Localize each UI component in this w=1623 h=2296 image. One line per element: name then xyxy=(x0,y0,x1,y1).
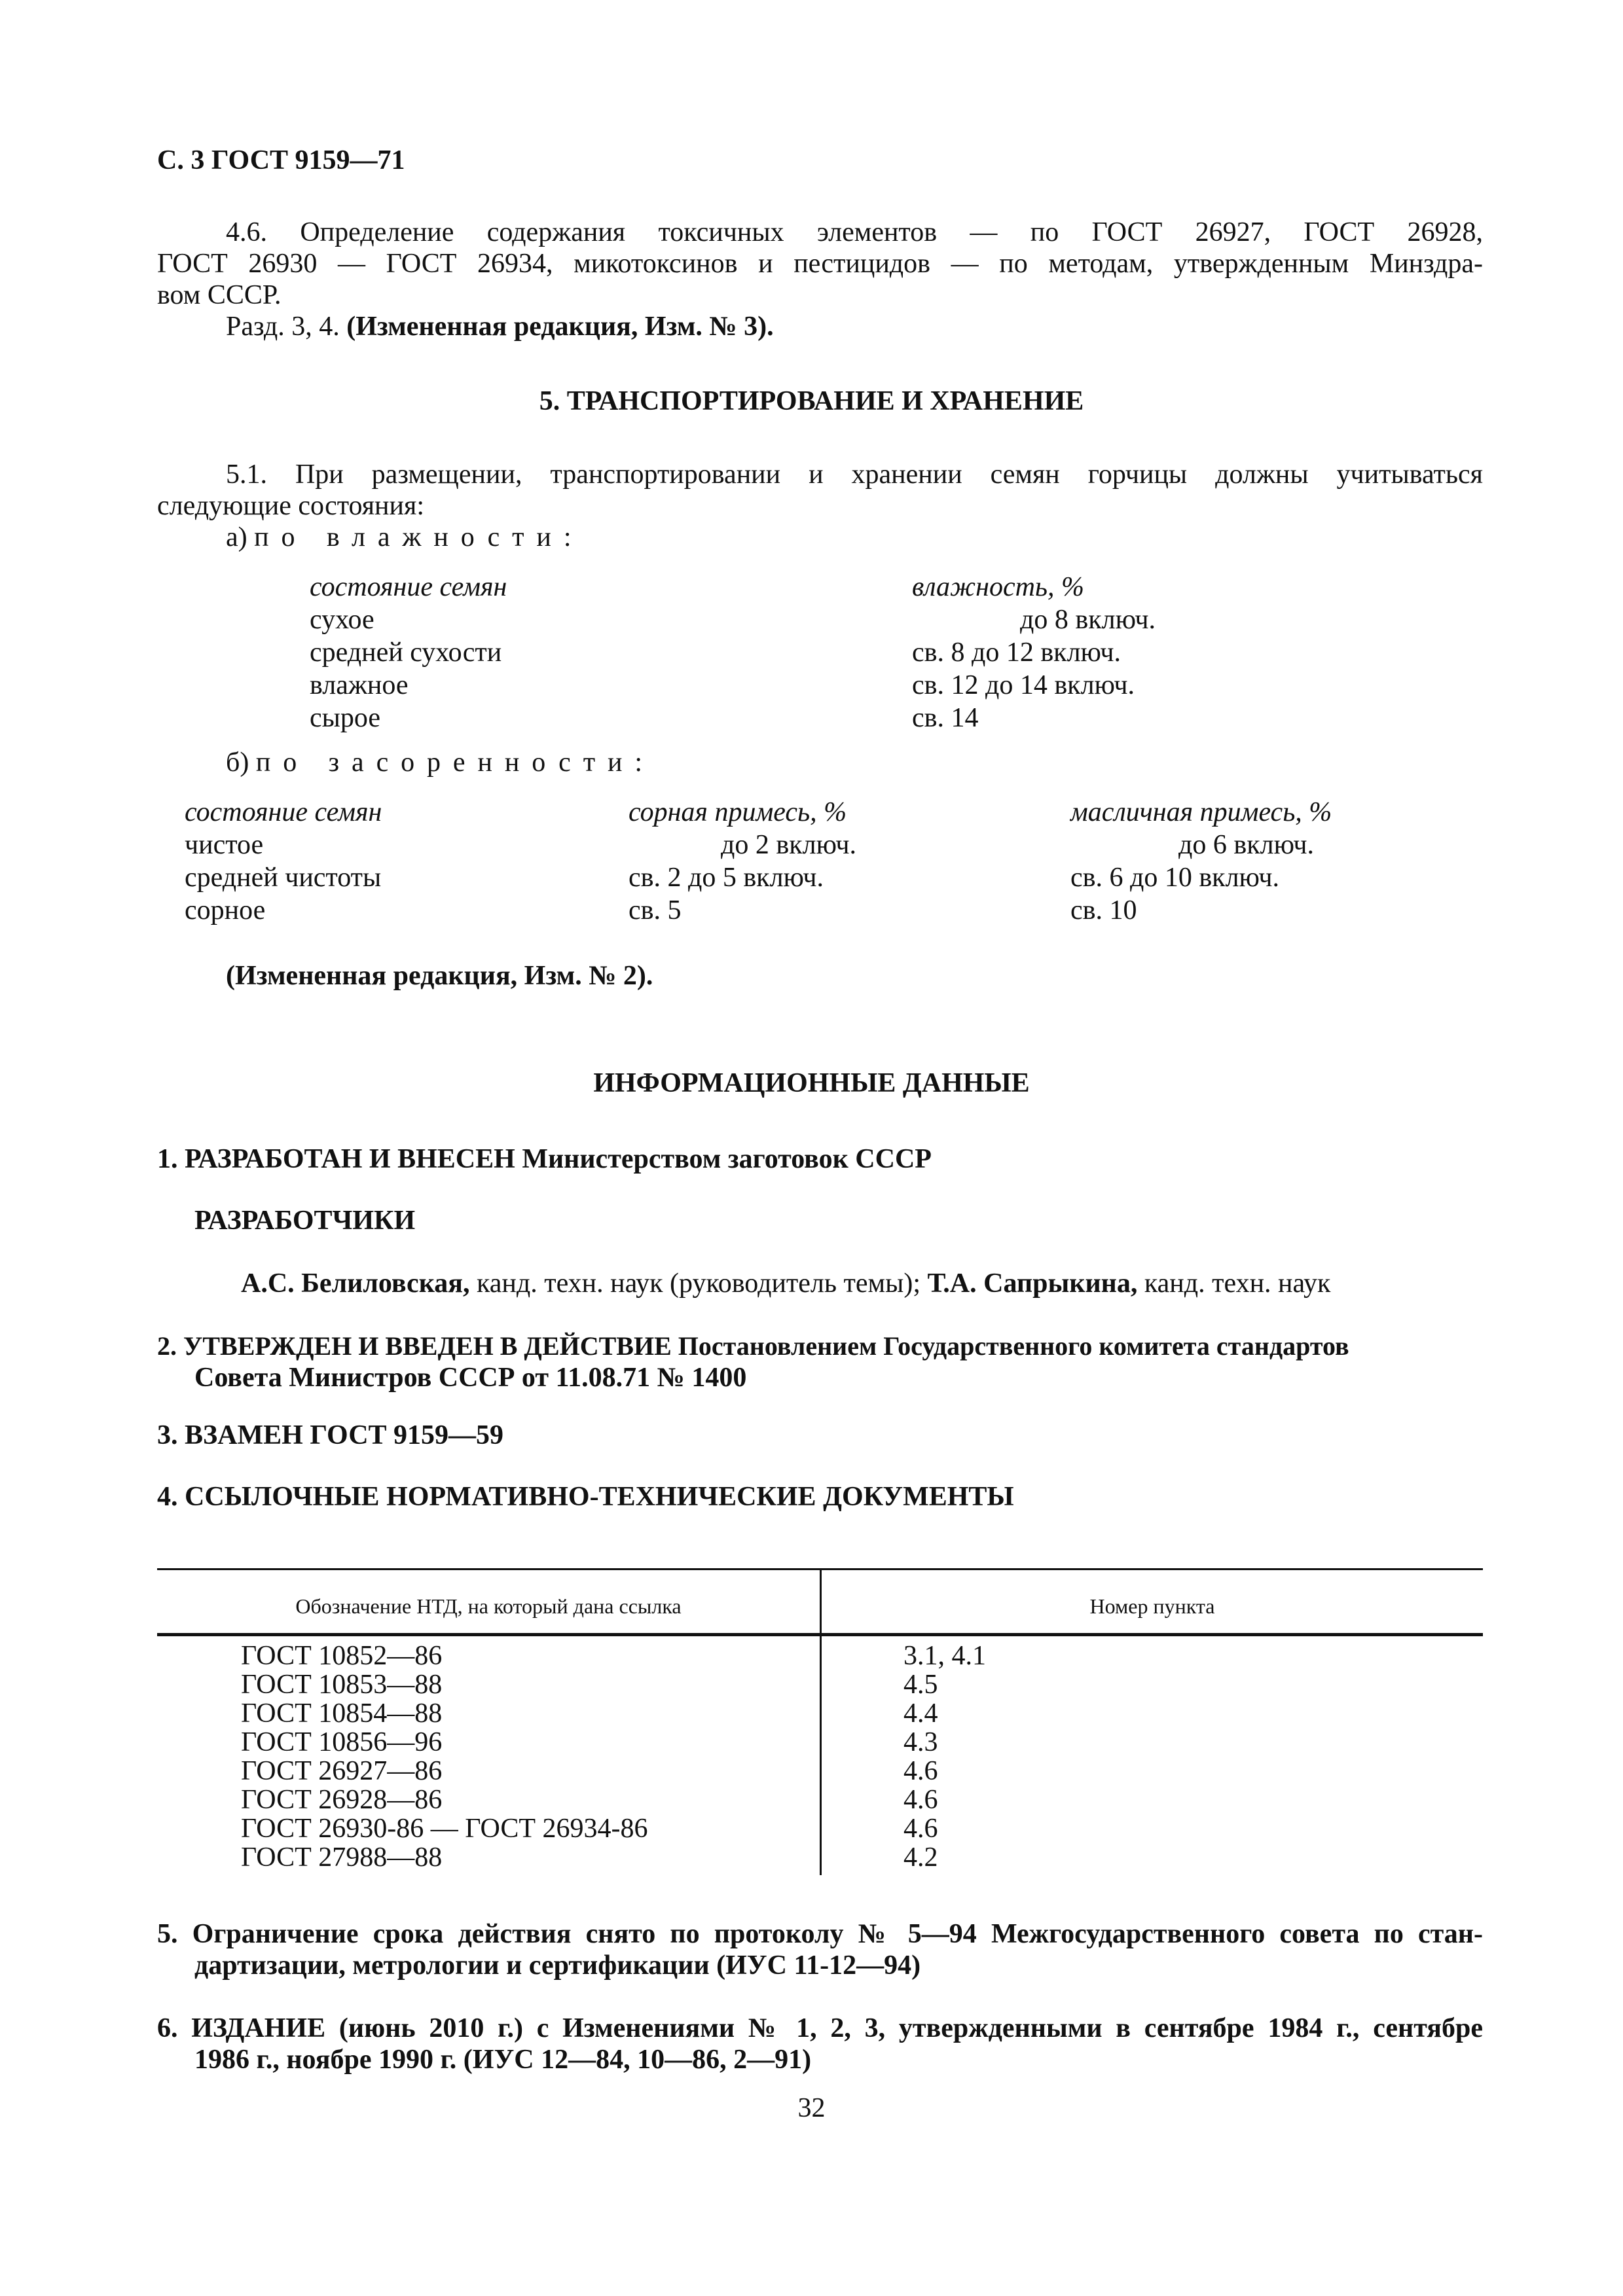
info-title: ИНФОРМАЦИОННЫЕ ДАННЫЕ xyxy=(593,1068,1030,1098)
b-spaced: по засоренности xyxy=(255,747,635,778)
weeds-row-oil: св. 10 xyxy=(1070,895,1137,925)
info-item2-line1: 2. УТВЕРЖДЕН И ВВЕДЕН В ДЕЙСТВИЕ Постановлением Государственного комитета стандартов xyxy=(157,1331,1349,1361)
p46-line1: 4.6. Определение содержания токсичных элементов — по ГОСТ 26927, ГОСТ 26928, xyxy=(226,217,1483,247)
dev2-name: Т.А. Сапрыкина, xyxy=(927,1268,1138,1299)
a-prefix: а) xyxy=(226,522,247,552)
weeds-col2-header: сорная примесь, % xyxy=(629,797,847,827)
moisture-row-state: сырое xyxy=(310,703,381,733)
dev1-rest: канд. техн. наук (руководитель темы); xyxy=(476,1268,921,1299)
moisture-col1-header: состояние семян xyxy=(310,572,507,602)
table-row: ГОСТ 10852—86 xyxy=(241,1641,443,1671)
page-number: 32 xyxy=(797,2093,826,2123)
moisture-row-state: средней сухости xyxy=(310,637,502,668)
info-item2-line2: Совета Министров СССР от 11.08.71 № 1400 xyxy=(194,1363,747,1393)
table-row: ГОСТ 26927—86 xyxy=(241,1756,443,1786)
info-item5-line1: 5. Ограничение срока действия снято по протоколу № 5—94 Межгосударственного совета по стан- xyxy=(157,1919,1483,1949)
developers-title: РАЗРАБОТЧИКИ xyxy=(194,1206,416,1236)
a-spaced: по влажности xyxy=(254,522,564,552)
weeds-row-oil: до 6 включ. xyxy=(1178,830,1314,860)
weeds-col3-header: масличная примесь, % xyxy=(1070,797,1332,827)
table-row: ГОСТ 27988—88 xyxy=(241,1842,443,1873)
table-row-clause: 4.3 xyxy=(903,1727,938,1757)
razd-prefix: Разд. 3, 4. xyxy=(226,312,340,342)
info-item5-line2: дартизации, метрологии и сертификации (ИУС 11-12—94) xyxy=(194,1950,921,1981)
ref-col1-header: Обозначение НТД, на который дана ссылка xyxy=(295,1594,682,1618)
weeds-row-weed: св. 2 до 5 включ. xyxy=(629,863,824,893)
weeds-row-state: чистое xyxy=(185,830,264,860)
moisture-col2-header: влажность, % xyxy=(912,572,1085,602)
weeds-col1-header: состояние семян xyxy=(185,797,382,827)
moisture-row-value: св. 12 до 14 включ. xyxy=(912,670,1135,700)
table-row-clause: 4.6 xyxy=(903,1785,938,1815)
table-row: ГОСТ 26930-86 — ГОСТ 26934-86 xyxy=(241,1814,648,1844)
item1-rest: Министерством заготовок СССР xyxy=(522,1144,932,1174)
table-row-clause: 3.1, 4.1 xyxy=(903,1641,986,1671)
weeds-caption xyxy=(226,746,642,779)
table-row-clause: 4.2 xyxy=(903,1842,938,1873)
table-row-clause: 4.6 xyxy=(903,1814,938,1844)
weeds-row-weed: до 2 включ. xyxy=(721,830,856,860)
table-row: ГОСТ 10856—96 xyxy=(241,1727,443,1757)
dev1-name: А.С. Белиловская, xyxy=(241,1268,470,1299)
weeds-row-state: сорное xyxy=(185,895,266,925)
table-row: ГОСТ 10854—88 xyxy=(241,1698,443,1729)
table-row: ГОСТ 10853—88 xyxy=(241,1670,443,1700)
moisture-row-state: сухое xyxy=(310,605,374,635)
moisture-row-value: св. 8 до 12 включ. xyxy=(912,637,1121,668)
dev2-rest: канд. техн. наук xyxy=(1144,1268,1331,1299)
a-colon: : xyxy=(563,522,572,552)
section5-amendment: (Измененная редакция, Изм. № 2). xyxy=(226,961,653,991)
developers-line xyxy=(241,1267,1330,1300)
moisture-row-value: св. 14 xyxy=(912,703,979,733)
table-row-clause: 4.6 xyxy=(903,1756,938,1786)
p51-line1: 5.1. При размещении, транспортировании и хранении семян горчицы должны учитываться xyxy=(226,459,1483,490)
b-colon: : xyxy=(634,747,642,778)
section5-title: 5. ТРАНСПОРТИРОВАНИЕ И ХРАНЕНИЕ xyxy=(539,386,1084,416)
p51-line2: следующие состояния: xyxy=(157,491,424,521)
table-row-clause: 4.4 xyxy=(903,1698,938,1729)
b-prefix: б) xyxy=(226,747,249,778)
info-item4: 4. ССЫЛОЧНЫЕ НОРМАТИВНО-ТЕХНИЧЕСКИЕ ДОКУМЕНТЫ xyxy=(157,1482,1014,1512)
info-item6-line2: 1986 г., ноябре 1990 г. (ИУС 12—84, 10—86, 2—91) xyxy=(194,2045,812,2075)
p46-line2: ГОСТ 26930 — ГОСТ 26934, микотоксинов и пестицидов — по методам, утвержденным Минздра- xyxy=(157,249,1483,279)
weeds-row-oil: св. 6 до 10 включ. xyxy=(1070,863,1279,893)
moisture-caption xyxy=(226,521,571,554)
p46-line3: вом СССР. xyxy=(157,280,282,310)
info-item3: 3. ВЗАМЕН ГОСТ 9159—59 xyxy=(157,1420,504,1450)
razd-amendment xyxy=(226,310,774,343)
table-row-clause: 4.5 xyxy=(903,1670,938,1700)
moisture-row-state: влажное xyxy=(310,670,409,700)
weeds-row-weed: св. 5 xyxy=(629,895,682,925)
info-item6-line1: 6. ИЗДАНИЕ (июнь 2010 г.) с Изменениями № 1, 2, 3, утвержденными в сентябре 1984 г., сентябре xyxy=(157,2013,1483,2043)
moisture-row-value: до 8 включ. xyxy=(1020,605,1156,635)
weeds-row-state: средней чистоты xyxy=(185,863,382,893)
item1-bold: 1. РАЗРАБОТАН И ВНЕСЕН xyxy=(157,1144,515,1174)
table-header-rule xyxy=(157,1633,1483,1636)
ref-col2-header: Номер пункта xyxy=(1089,1594,1215,1618)
info-item1 xyxy=(157,1143,932,1175)
razd-bold: (Измененная редакция, Изм. № 3). xyxy=(346,312,774,342)
table-row: ГОСТ 26928—86 xyxy=(241,1785,443,1815)
page-header: С. 3 ГОСТ 9159—71 xyxy=(157,145,405,175)
